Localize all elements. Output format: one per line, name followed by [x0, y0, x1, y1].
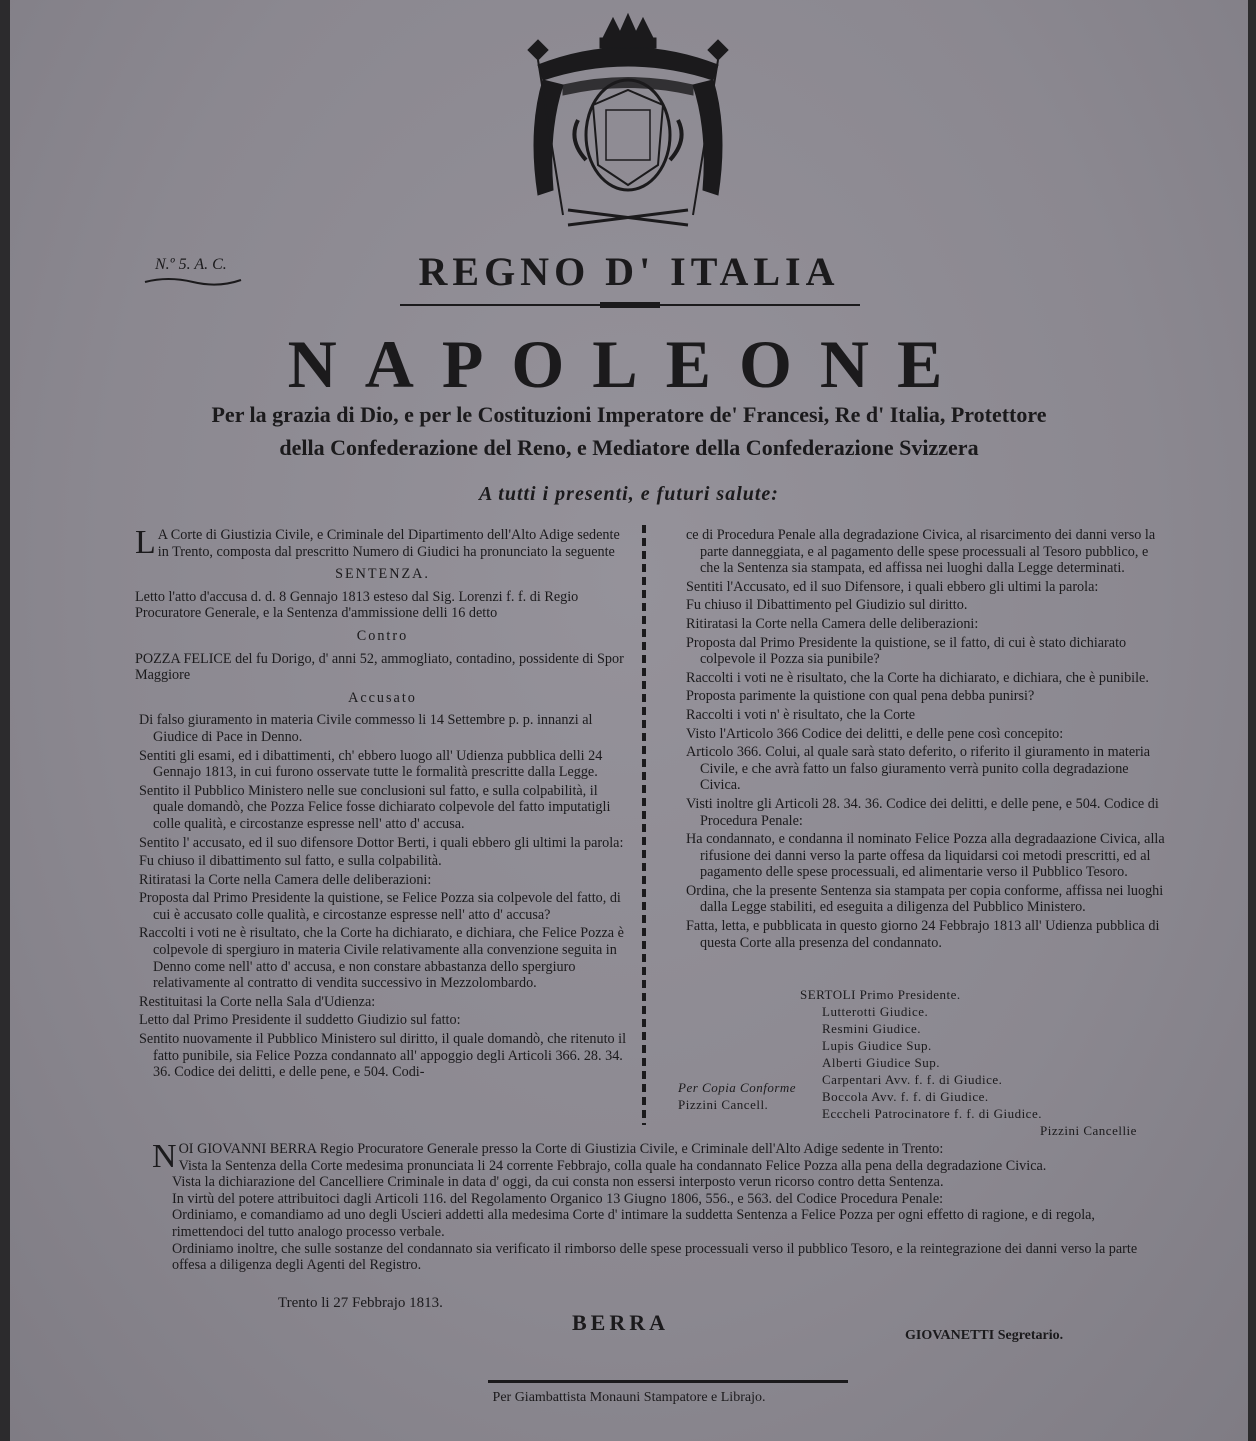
printer-imprint: Per Giambattista Monauni Stampatore e Librajo. — [492, 1390, 766, 1405]
kingdom-heading: REGNO D' ITALIA — [418, 249, 840, 294]
place-date: Trento li 27 Febbrajo 1813. — [278, 1295, 443, 1311]
decree-paragraph: Ordiniamo, e comandiamo ad uno degli Uscieri addetti alla medesima Corte d' intimare la suddetta Sentenza a Felice Pozza per ogni effetto di ragione, e di regola, rimettendoci del tutto analogo processo verbale. — [172, 1207, 1095, 1240]
sentenza-heading: SENTENZA. — [335, 566, 430, 583]
paragraph: Raccolti i voti ne è risultato, che la Corte ha dichiarato, e dichiara, che è punibile. — [686, 669, 1149, 686]
paragraph: Ritiratasi la Corte nella Camera delle deliberazioni: — [139, 871, 432, 888]
paragraph: Fatta, letta, e pubblicata in questo giorno 24 Febbrajo 1813 all' Udienza pubblica di questa Corte alla presenza del condannato. — [686, 918, 1160, 951]
signature-judge: Alberti Giudice Sup. — [822, 1055, 940, 1070]
printer-rule — [488, 1380, 848, 1383]
heading-rule-ornament-icon — [400, 300, 860, 310]
imperial-coat-of-arms-icon — [508, 10, 748, 240]
secretary-signature: GIOVANETTI Segretario. — [905, 1328, 1064, 1343]
paragraph: Di falso giuramento in materia Civile commesso li 14 Settembre p. p. innanzi al Giudice di Pace in Denno. — [139, 712, 593, 745]
emperor-heading: NAPOLEONE — [287, 326, 971, 402]
paragraph: Proposta dal Primo Presidente la quistione, se Felice Pozza sia colpevole del fatto, di cui è accusato colle qualità, e circostanze espresse nell' atto d' accusa? — [139, 890, 621, 923]
copia-conforme-label: Per Copia Conforme — [678, 1080, 797, 1095]
paragraph: Sentito il Pubblico Ministero nelle sue conclusioni sul fatto, e sulla colpabilità, il quale domandò, che Pozza Felice fosse dichiarato colpevole del fatto imputatigli colle qualità, e circostanze espresse nell' atto d' accusa. — [139, 782, 611, 832]
paragraph: Ha condannato, e condanna il nominato Felice Pozza alla degradaazione Civica, alla rifusione dei danni verso la parte offesa da liquidarsi coi metodi prescritti, ed al pagamento delle spese processuali, ed alimentarie verso il Pubblico Tesoro. — [686, 831, 1165, 881]
signature-judge: Lutterotti Giudice. — [822, 1004, 929, 1019]
paragraph: ce di Procedura Penale alla degradazione Civica, al risarcimento dei danni verso la parte danneggiata, e al pagamento delle spese processuali al Tesoro pubblico, e che la Sentenza sia stampata, ed affissa nei luoghi dalla Legge determinati. — [686, 527, 1156, 577]
salutation: A tutti i presenti, e futuri salute: — [479, 483, 779, 505]
signature-judge: Resmini Giudice. — [822, 1021, 921, 1036]
accusato-heading: Accusato — [348, 689, 417, 706]
paragraph: Sentiti l'Accusato, ed il suo Difensore, i quali ebbero gli ultimi la parola: — [686, 578, 1099, 595]
signature-president: SERTOLI Primo Presidente. — [800, 987, 961, 1002]
paragraph: Letto dal Primo Presidente il suddetto Giudizio sul fatto: — [139, 1012, 461, 1029]
paragraph: Fu chiuso il dibattimento sul fatto, e sulla colpabilità. — [139, 853, 442, 870]
right-column — [682, 527, 1167, 953]
drop-cap: N — [152, 1138, 177, 1175]
paragraph: Articolo 366. Colui, al quale sarà stato deferito, o riferito il giuramento in materia Civile, e che avrà fatto un falso giuramento verrà punito colla degradazione Civica. — [686, 744, 1151, 794]
copia-conforme-signer: Pizzini Cancell. — [678, 1097, 769, 1112]
decree-paragraph: Vista la dichiarazione del Cancelliere Criminale in data d' oggi, da cui consta non essersi interposto verun ricorso contro detta Sentenza. — [172, 1174, 944, 1191]
paragraph: Restituitasi la Corte nella Sala d'Udienza: — [139, 993, 376, 1010]
accused-name: POZZA FELICE del fu Dorigo, d' anni 52, ammogliato, contadino, possidente di Spor Maggiore — [135, 650, 624, 684]
paragraph: Sentito l' accusato, ed il suo difensore Dottor Berti, i quali ebbero gli ultimi la parola: — [139, 834, 624, 851]
paragraph: Visti inoltre gli Articoli 28. 34. 36. Codice dei delitti, e delle pene, e 504. Codice di Procedura Penale: — [686, 795, 1159, 829]
paragraph: Proposta dal Primo Presidente la quistione, se il fatto, di cui è stato dichiarato colpevole il Pozza sia punibile? — [686, 634, 1127, 668]
paragraph: Fu chiuso il Dibattimento pel Giudizio sul diritto. — [686, 597, 968, 614]
paragraph: Ritiratasi la Corte nella Camera delle deliberazioni: — [686, 615, 979, 632]
signature-judge: Lupis Giudice Sup. — [822, 1038, 932, 1053]
signer-name: BERRA — [572, 1310, 670, 1335]
decree-opening: NOI GIOVANNI BERRA Regio Procuratore Generale presso la Corte di Giustizia Civile, e Criminale dell'Alto Adige sedente in Trento: — [152, 1138, 944, 1175]
paragraph: Raccolti i voti ne è risultato, che la Corte ha dichiarato, e dichiara, che Felice Pozza è colpevole di spergiuro in materia Civile relativamente alla convenzione seguita in Denno come nell' atto d' accusa, e non constare abbastanza dello spergiuro relativamente al contratto di vendita successivo in Mezzolombardo. — [139, 925, 624, 992]
imperial-titles: Per la grazia di Dio, e per le Costituzioni Imperatore de' Francesi, Re d' Italia, Protettore della Confederazione del Reno, e Mediatore della Confederazione Svizzera — [211, 402, 1047, 460]
intro-paragraph: L A Corte di Giustizia Civile, e Criminale del Dipartimento dell'Alto Adige sedente in Trento, composta dal prescritto Numero di Giudici ha pronunciato la seguente — [135, 524, 620, 561]
decree-paragraph: In virtù del potere attribuitoci dagli Articoli 116. del Regolamento Organico 13 Giugno 1806, 556., e 563. del Codice Procedura Penale: — [172, 1190, 944, 1207]
paragraph: Sentiti gli esami, ed i dibattimenti, ch' ebbero luogo all' Udienza pubblica delli 24 Gennajo 1813, in cui furono osservate tutte le formalità prescritte dalla Legge. — [139, 747, 603, 781]
signature-chancellor: Pizzini Cancellie — [1040, 1123, 1137, 1138]
decree-paragraph: Ordiniamo inoltre, che sulle sostanze del condannato sia verificato il rimborso delle spese processuali verso il pubblico Tesoro, e la reintegrazione dei danni verso la parte offesa a diligenza degli Agenti del Registro. — [172, 1240, 1138, 1274]
signature-judge: Ecccheli Patrocinatore f. f. di Giudice. — [822, 1106, 1042, 1121]
paragraph: Proposta parimente la quistione con qual pena debba punirsi? — [686, 688, 1035, 705]
paragraph: Raccolti i voti n' è risultato, che la Corte — [686, 706, 916, 723]
decree-paragraph: Vista la Sentenza della Corte medesima pronunciata li 24 corrente Febbrajo, colla quale ha condannato Felice Pozza alla pena della degradazione Civica. — [178, 1157, 1047, 1174]
paragraph: Visto l'Articolo 366 Codice dei delitti, e delle pene così concepito: — [686, 725, 1064, 742]
paragraph: Ordina, che la presente Sentenza sia stampata per copia conforme, affissa nei luoghi dalla Legge stabiliti, ed eseguita a diligenza del Pubblico Ministero. — [686, 882, 1164, 916]
contro-heading: Contro — [356, 627, 409, 644]
paragraph: Sentito nuovamente il Pubblico Ministero sul diritto, il quale domandò, che ritenuto il fatto punibile, sia Felice Pozza condannato all' appoggio degli Articoli 366. 28. 34. 36. Codice dei delitti, e delle pene, e 504. Codi- — [139, 1031, 627, 1081]
column-divider-ornament-icon — [637, 525, 651, 1125]
drop-cap: L — [135, 524, 156, 561]
letto-paragraph: Letto l'atto d'accusa d. d. 8 Gennajo 1813 esteso dal Sig. Lorenzi f. f. di Regio Procuratore Generale, e la Sentenza d'ammissione delli 16 detto — [135, 588, 579, 622]
document-number: N.º 5. A. C. — [155, 256, 227, 274]
decree-block — [152, 1138, 1167, 1274]
document-page — [10, 0, 1248, 1441]
signature-judge: Carpentari Avv. f. f. di Giudice. — [822, 1072, 1003, 1087]
signature-judge: Boccola Avv. f. f. di Giudice. — [822, 1089, 989, 1104]
left-column — [135, 524, 630, 1083]
